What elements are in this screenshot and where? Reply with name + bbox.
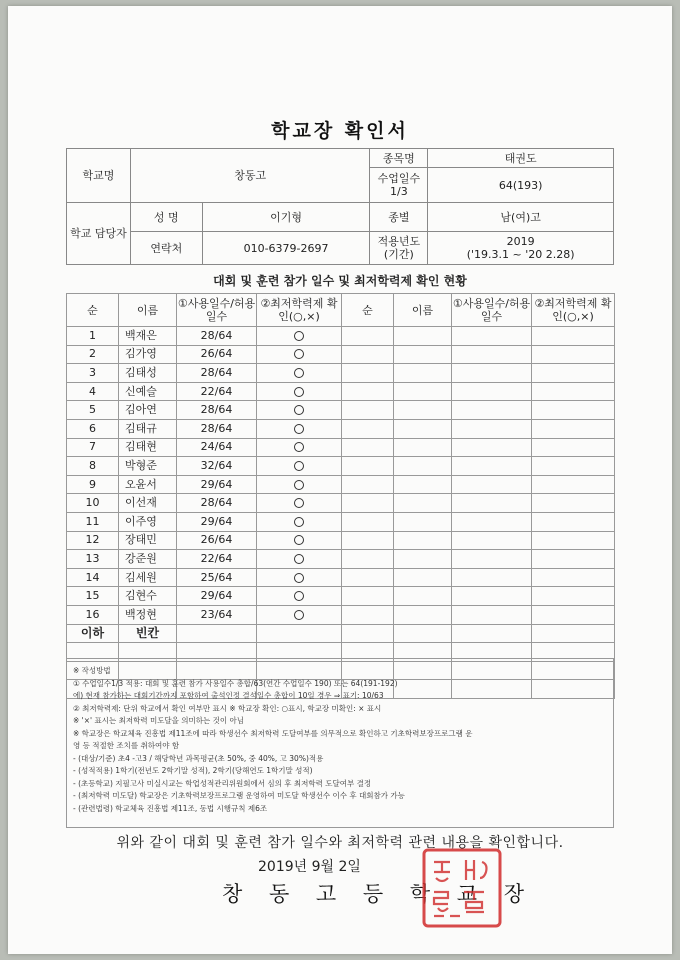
- row-no-right: [342, 419, 394, 438]
- year-label: 적용년도 (기간): [370, 232, 428, 265]
- instruction-line: - (관련법령) 학교체육 진흥법 제11조, 동법 시행규칙 제6조: [73, 803, 268, 813]
- row-no: 3: [67, 364, 119, 383]
- row-no-right: [342, 401, 394, 420]
- row-check: [257, 550, 342, 569]
- row-name: 오윤서: [119, 475, 177, 494]
- row-name: 김가영: [119, 345, 177, 364]
- row-check-right: [532, 512, 615, 531]
- row-days: 29/64: [177, 512, 257, 531]
- row-check: [257, 457, 342, 476]
- row-check-right: [532, 401, 615, 420]
- row-check: [257, 568, 342, 587]
- days-value: 64(193): [428, 168, 614, 203]
- row-no-right: [342, 587, 394, 606]
- row-days: 26/64: [177, 345, 257, 364]
- row-days-right: [452, 475, 532, 494]
- instructions-box: [66, 658, 614, 828]
- row-name: 김세원: [119, 568, 177, 587]
- row-no: 2: [67, 345, 119, 364]
- row-no: 11: [67, 512, 119, 531]
- table-row: [67, 475, 615, 494]
- row-name: 김태성: [119, 364, 177, 383]
- row-days: 28/64: [177, 327, 257, 346]
- name-value: 이기형: [202, 203, 370, 232]
- row-days-right: [452, 457, 532, 476]
- table-row: [67, 550, 615, 569]
- row-no-right: [342, 568, 394, 587]
- row-days: 25/64: [177, 568, 257, 587]
- confirmed-mark: [294, 610, 304, 620]
- row-name-right: [394, 457, 452, 476]
- header-no: 순: [67, 294, 119, 327]
- row-name-right: [394, 438, 452, 457]
- page-title: 학교장 확인서: [271, 120, 409, 142]
- row-name: 장태민: [119, 531, 177, 550]
- row-days-right: [452, 550, 532, 569]
- header-days-2: ①사용일수/허용일수: [452, 294, 532, 327]
- row-check-right: [532, 568, 615, 587]
- row-days-right: [452, 531, 532, 550]
- row-no-right: [342, 327, 394, 346]
- row-no: 1: [67, 327, 119, 346]
- school-value: 창동고: [130, 149, 370, 203]
- row-check: [257, 345, 342, 364]
- table-row: [67, 568, 615, 587]
- row-days: 28/64: [177, 494, 257, 513]
- row-check: [257, 475, 342, 494]
- confirmed-mark: [294, 480, 304, 490]
- instruction-line: 에) 현재 참가하는 대회기간까지 포함하여 출석인정 결석일수 총합이 10일 경우 ⇒ 표기: 10/63: [73, 691, 384, 700]
- row-name: 김현수: [119, 587, 177, 606]
- row-name-right: [394, 568, 452, 587]
- instruction-line: - (최저학력 미도달) 학교장은 기초학력보장프로그램 운영하여 미도달 학생선수 이수 후 대회참가 가능: [73, 791, 405, 800]
- confirmed-mark: [294, 517, 304, 527]
- row-no-right: [342, 512, 394, 531]
- principal-name: 창 동 고 등 학 교 장: [222, 882, 535, 906]
- row-no-right: [342, 624, 394, 643]
- row-name-right: [394, 512, 452, 531]
- row-name: 이주영: [119, 512, 177, 531]
- table-row: [67, 419, 615, 438]
- row-check-right: [532, 624, 615, 643]
- row-days: 28/64: [177, 364, 257, 383]
- confirmed-mark: [294, 498, 304, 508]
- row-no-right: [342, 475, 394, 494]
- confirmed-mark: [294, 554, 304, 564]
- row-check: [257, 382, 342, 401]
- row-check: [257, 605, 342, 624]
- row-days: 28/64: [177, 401, 257, 420]
- instruction-line: ※ 작성방법: [73, 666, 111, 675]
- gender-value: 남(여)고: [428, 203, 614, 232]
- row-days-right: [452, 382, 532, 401]
- row-days-right: [452, 345, 532, 364]
- row-days-right: [452, 568, 532, 587]
- confirmation-statement: 위와 같이 대회 및 훈련 참가 일수와 최저학력 관련 내용을 확인합니다.: [116, 835, 564, 851]
- row-check: [257, 531, 342, 550]
- table-row: [67, 457, 615, 476]
- official-seal-stamp: [420, 846, 504, 930]
- confirmed-mark: [294, 535, 304, 545]
- confirmed-mark: [294, 461, 304, 471]
- row-check-right: [532, 419, 615, 438]
- row-check-right: [532, 438, 615, 457]
- row-check: [257, 327, 342, 346]
- row-name-right: [394, 401, 452, 420]
- row-name: 박형준: [119, 457, 177, 476]
- school-info-table: [66, 148, 614, 265]
- row-name-right: [394, 345, 452, 364]
- confirmed-mark: [294, 349, 304, 359]
- sport-label: 종목명: [370, 149, 428, 168]
- row-name-right: [394, 475, 452, 494]
- gender-label: 종별: [370, 203, 428, 232]
- row-no-right: [342, 345, 394, 364]
- row-no: 7: [67, 438, 119, 457]
- instruction-line: - (대상/기준) 초4 -고3 / 해당학년 과목평균(초 50%, 중 40%, 고 30%)적용: [73, 753, 324, 763]
- row-name: 백재은: [119, 327, 177, 346]
- table-row: [67, 605, 615, 624]
- row-no: 9: [67, 475, 119, 494]
- header-no-2: 순: [342, 294, 394, 327]
- instruction-line: - (초등학교) 지필고사 미실시교는 학업성적관리위원회에서 심의 후 최저학력 도달여부 결정: [73, 778, 372, 788]
- row-check-right: [532, 531, 615, 550]
- row-name: 김태규: [119, 419, 177, 438]
- row-no: 13: [67, 550, 119, 569]
- row-check: [257, 401, 342, 420]
- row-no: 15: [67, 587, 119, 606]
- row-name-right: [394, 550, 452, 569]
- row-check: [257, 624, 342, 643]
- row-no: 이하: [67, 624, 119, 643]
- document-page: [8, 6, 672, 954]
- instruction-line: ② 최저학력제: 단위 학교에서 확인 여부만 표시 ※ 학교장 확인: ○표시, 학교장 미확인: × 표시: [73, 703, 382, 713]
- school-label: 학교명: [67, 149, 131, 203]
- row-name: 이선재: [119, 494, 177, 513]
- row-days: [177, 624, 257, 643]
- row-days: 32/64: [177, 457, 257, 476]
- confirmed-mark: [294, 591, 304, 601]
- confirmed-mark: [294, 331, 304, 341]
- row-no-right: [342, 457, 394, 476]
- row-days-right: [452, 364, 532, 383]
- row-name-right: [394, 605, 452, 624]
- row-days: 23/64: [177, 605, 257, 624]
- instruction-line: 영 등 적절한 조치를 취하여야 함: [73, 741, 180, 750]
- header-name-2: 이름: [394, 294, 452, 327]
- confirmed-mark: [294, 405, 304, 415]
- table-row: [67, 512, 615, 531]
- participation-table: [66, 293, 615, 699]
- confirmed-mark: [294, 424, 304, 434]
- year-value: 2019: [506, 235, 535, 248]
- header-check: ②최저학력제 확인(○,×): [257, 294, 342, 327]
- days-label: 수업일수 1/3: [370, 168, 428, 203]
- row-no-right: [342, 494, 394, 513]
- name-label: 성 명: [130, 203, 202, 232]
- row-days-right: [452, 419, 532, 438]
- row-check-right: [532, 327, 615, 346]
- row-check-right: [532, 587, 615, 606]
- row-check: [257, 494, 342, 513]
- row-no: 12: [67, 531, 119, 550]
- table-row: [67, 531, 615, 550]
- row-check: [257, 587, 342, 606]
- row-days: 22/64: [177, 550, 257, 569]
- table-row: [67, 327, 615, 346]
- row-name-right: [394, 587, 452, 606]
- row-no: 8: [67, 457, 119, 476]
- confirmed-mark: [294, 573, 304, 583]
- manager-label: 학교 담당자: [67, 203, 131, 265]
- header-name: 이름: [119, 294, 177, 327]
- contact-label: 연락처: [130, 232, 202, 265]
- row-check-right: [532, 494, 615, 513]
- row-days-right: [452, 624, 532, 643]
- row-days: 29/64: [177, 587, 257, 606]
- row-check-right: [532, 550, 615, 569]
- period-value: ('19.3.1 ~ '20 2.28): [466, 248, 575, 261]
- header-days: ①사용일수/허용일수: [177, 294, 257, 327]
- row-no-right: [342, 550, 394, 569]
- row-no: 16: [67, 605, 119, 624]
- row-check-right: [532, 457, 615, 476]
- row-no-right: [342, 531, 394, 550]
- row-name-right: [394, 531, 452, 550]
- row-days-right: [452, 512, 532, 531]
- sport-value: 태권도: [428, 149, 614, 168]
- table-row: [67, 494, 615, 513]
- row-days-right: [452, 494, 532, 513]
- row-check-right: [532, 364, 615, 383]
- row-days: 28/64: [177, 419, 257, 438]
- table-row: [67, 624, 615, 643]
- row-name-right: [394, 364, 452, 383]
- row-name: 강준원: [119, 550, 177, 569]
- row-name: 김태현: [119, 438, 177, 457]
- row-days: 24/64: [177, 438, 257, 457]
- table-row: [67, 364, 615, 383]
- table-row: [67, 382, 615, 401]
- table-row: [67, 587, 615, 606]
- row-name-right: [394, 624, 452, 643]
- row-days-right: [452, 438, 532, 457]
- row-no: 5: [67, 401, 119, 420]
- row-name: 신예슬: [119, 382, 177, 401]
- row-check-right: [532, 475, 615, 494]
- confirmed-mark: [294, 442, 304, 452]
- row-days: 22/64: [177, 382, 257, 401]
- row-name-right: [394, 327, 452, 346]
- contact-value: 010-6379-2697: [202, 232, 370, 265]
- row-days-right: [452, 587, 532, 606]
- document-date: 2019년 9월 2일: [258, 859, 361, 875]
- table-body: [67, 327, 615, 699]
- year-cell: [428, 232, 614, 265]
- header-check-2: ②최저학력제 확인(○,×): [532, 294, 615, 327]
- row-name-right: [394, 419, 452, 438]
- table-row: [67, 438, 615, 457]
- row-no-right: [342, 438, 394, 457]
- row-name: 빈칸: [119, 624, 177, 643]
- row-check: [257, 364, 342, 383]
- confirmed-mark: [294, 387, 304, 397]
- row-check: [257, 419, 342, 438]
- row-check-right: [532, 605, 615, 624]
- row-check: [257, 438, 342, 457]
- row-check-right: [532, 345, 615, 364]
- instruction-line: ※ '×' 표시는 최저학력 미도달을 의미하는 것이 아님: [73, 716, 245, 725]
- row-no: 14: [67, 568, 119, 587]
- row-name: 백정현: [119, 605, 177, 624]
- row-no: 10: [67, 494, 119, 513]
- row-days-right: [452, 327, 532, 346]
- table-subtitle: 대회 및 훈련 참가 일수 및 최저학력제 확인 현황: [213, 274, 467, 288]
- row-days: 26/64: [177, 531, 257, 550]
- row-check-right: [532, 382, 615, 401]
- row-no-right: [342, 382, 394, 401]
- instruction-line: - (성적적용) 1학기(전년도 2학기말 성적), 2학기(당해연도 1학기말 성적): [73, 766, 313, 775]
- confirmed-mark: [294, 368, 304, 378]
- instruction-line: ① 수업일수1/3 적용: 대회 및 훈련 참가 사용일수 총합/63(연간 수업일수 190) 또는 64(191-192): [73, 678, 398, 688]
- row-no: 4: [67, 382, 119, 401]
- row-no: 6: [67, 419, 119, 438]
- row-name-right: [394, 382, 452, 401]
- row-no-right: [342, 364, 394, 383]
- row-check: [257, 512, 342, 531]
- table-row: [67, 401, 615, 420]
- row-name: 김아연: [119, 401, 177, 420]
- row-days-right: [452, 605, 532, 624]
- row-days: 29/64: [177, 475, 257, 494]
- row-name-right: [394, 494, 452, 513]
- instruction-line: ※ 학교장은 학교체육 진흥법 제11조에 따라 학생선수 최저학력 도달여부를 의무적으로 확인하고 기초학력보장프로그램 운: [73, 728, 473, 738]
- row-no-right: [342, 605, 394, 624]
- table-row: [67, 345, 615, 364]
- row-days-right: [452, 401, 532, 420]
